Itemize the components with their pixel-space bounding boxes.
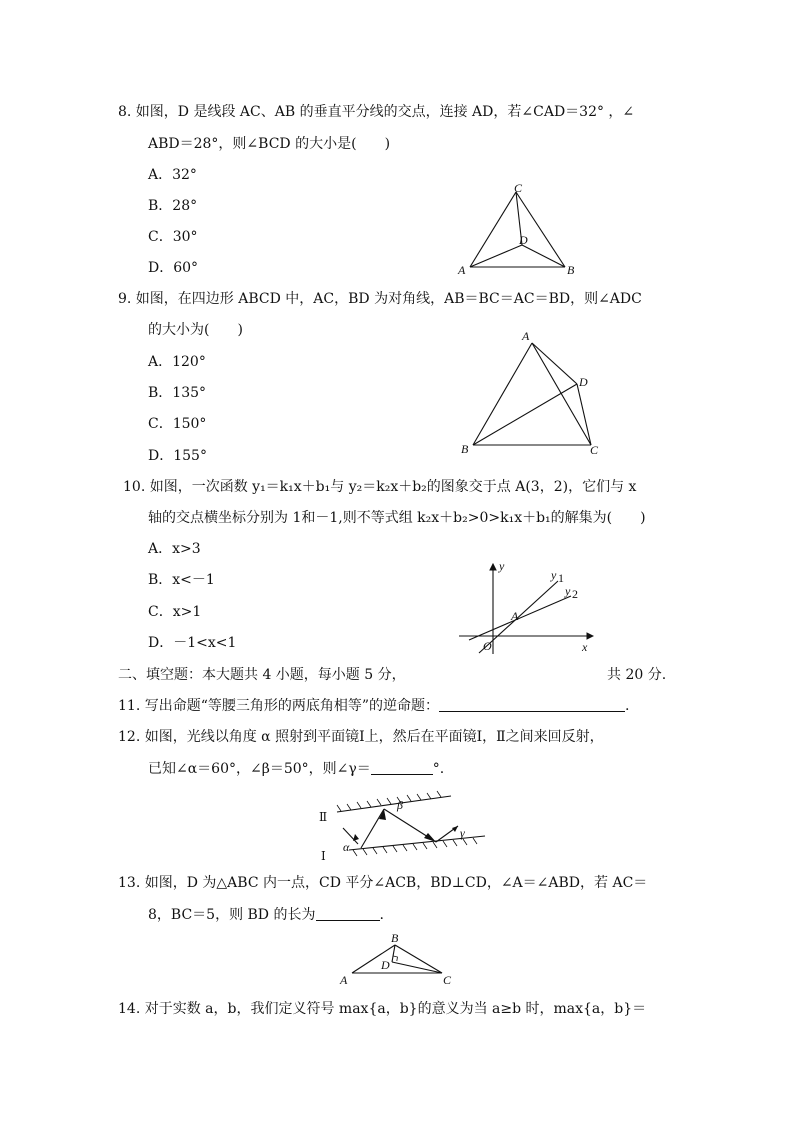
q10-coordinate-figure [455,558,600,658]
q8-label-a: A [458,263,466,277]
q9-stem-line1: 9. 如图，在四边形 ABCD 中，AC，BD 为对角线，AB＝BC＝AC＝BD，则∠ADC [118,291,642,307]
q9-option-a: A．120° [148,354,206,370]
q13-triangle-figure [336,930,461,988]
section2-heading: 二、填空题：本大题共 4 小题，每小题 5 分， [118,667,406,683]
q9-label-a: A [522,329,530,343]
q8-option-d: D．60° [148,260,199,276]
q10-option-b: B．x<－1 [148,572,215,588]
q13-answer-blank[interactable] [316,906,380,921]
q12-label-gamma: γ [460,826,465,840]
q12-label-beta: β [397,798,403,812]
q9-option-d: D．155° [148,448,207,464]
q12-text: 已知∠α＝60°，∠β＝50°，则∠γ＝ [148,761,371,777]
q10-option-a: A．x>3 [148,541,201,557]
q12-mirror-figure [315,790,490,862]
q8-option-b: B．28° [148,198,198,214]
q9-label-b: B [461,442,469,456]
q8-label-b: B [567,263,575,277]
q12-label-alpha: α [343,840,350,854]
q10-option-c: C．x>1 [148,604,202,620]
q12-end: °. [432,761,445,777]
q8-option-a: A．32° [148,167,197,183]
q11-answer-blank[interactable] [439,697,625,712]
q11-stem [118,697,629,715]
q13-label-d: D [381,958,390,972]
q12-label-mirror-i: Ⅰ [321,849,326,862]
q9-label-d: D [579,375,588,389]
q13-stem-line2 [148,906,384,924]
q10-stem-line1: 10. 如图，一次函数 y₁＝k₁x＋b₁与 y₂＝k₂x＋b₂的图象交于点 A(3，2)，它们与 x [123,479,637,495]
q8-option-c: C．30° [148,229,198,245]
q9-stem-line2: 的大小为( ) [148,322,243,338]
q13-end: . [379,907,384,923]
q14-stem-line1: 14. 对于实数 a，b，我们定义符号 max{a，b}的意义为当 a≥b 时，max{a，b}＝ [118,1001,647,1017]
q10-label-y1: y [551,568,557,582]
q12-stem-line2 [148,760,444,778]
q10-stem-line2: 轴的交点横坐标分别为 1和－1,则不等式组 k₂x＋b₂>0>k₁x＋b₁的解集为( ) [148,510,646,526]
q10-label-y2-sub: 2 [572,587,578,601]
q13-label-a: A [340,973,348,987]
q10-option-d: D．－1<x<1 [148,635,237,651]
q9-quadrilateral-figure [455,328,605,458]
q8-stem-line1: 8. 如图，D 是线段 AC、AB 的垂直平分线的交点，连接 AD，若∠CAD＝32° ，∠ [118,104,635,120]
q10-label-x-axis: x [582,640,588,654]
q11-end: . [625,698,630,714]
q11-text: 11. 写出命题“等腰三角形的两底角相等”的逆命题： [118,698,440,714]
q10-label-y1-sub: 1 [558,571,564,585]
q10-label-y-axis: y [499,559,505,573]
q8-stem-line2: ABD＝28°，则∠BCD 的大小是( ) [148,136,391,152]
q10-label-point-a: A [511,609,519,623]
q13-label-c: C [443,973,452,987]
q9-option-c: C．150° [148,416,207,432]
section2-heading-end: 共 20 分. [607,667,667,683]
q10-label-y2: y [565,584,571,598]
q12-label-mirror-ii: Ⅱ [319,810,328,824]
q9-option-b: B．135° [148,385,207,401]
q13-stem-line1: 13. 如图，D 为△ABC 内一点，CD 平分∠ACB，BD⊥CD，∠A＝∠ABD，若 AC＝ [118,875,648,891]
q8-label-d: D [519,233,528,247]
q13-text: 8，BC＝5，则 BD 的长为 [148,907,316,923]
q13-label-b: B [391,931,399,945]
q8-label-c: C [514,181,523,195]
q12-stem-line1: 12. 如图，光线以角度 α 照射到平面镜Ⅰ上，然后在平面镜Ⅰ，Ⅱ之间来回反射， [118,729,604,745]
q12-answer-blank[interactable] [371,760,433,775]
q10-label-origin: O [483,639,492,653]
q8-triangle-figure [450,178,590,278]
q9-label-c: C [590,443,599,457]
